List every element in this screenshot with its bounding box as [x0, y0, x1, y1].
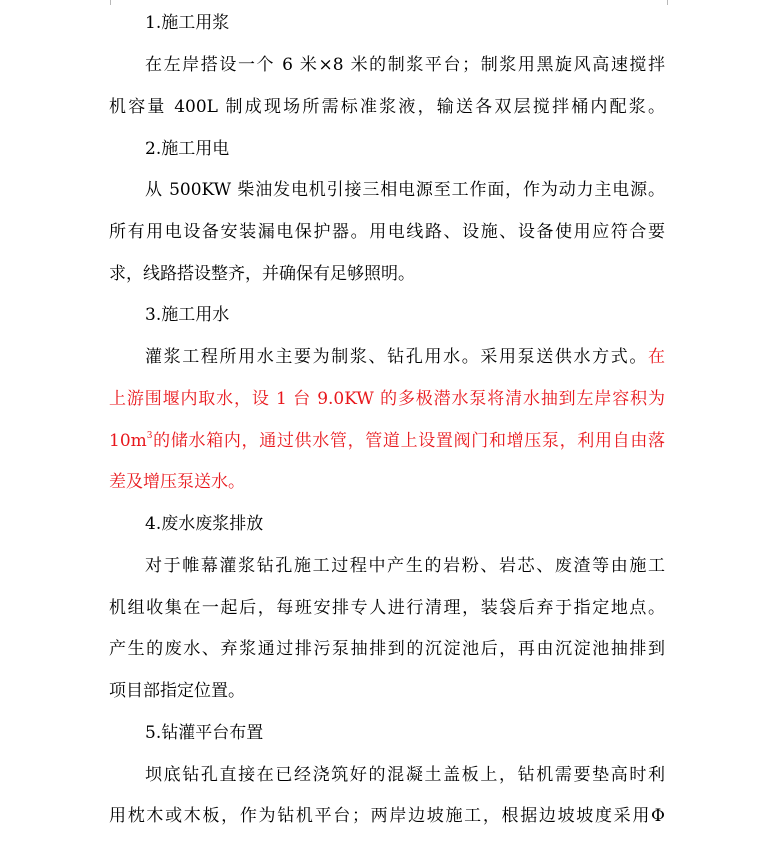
section-5-line-1: 坝底钻孔直接在已经浇筑好的混凝土盖板上，钻机需要垫高时利: [145, 765, 665, 785]
page-corner-mark-left: [88, 0, 111, 5]
section-3-line-1: [145, 344, 665, 370]
section-4-line-3: 产生的废水、弃浆通过排污泵抽排到的沉淀池后，再由沉淀池抽排到: [109, 639, 665, 659]
section-3-volume: 10m: [109, 431, 147, 451]
section-3-heading: 3.施工用水: [145, 305, 230, 325]
section-5-heading: 5.钻灌平台布置: [145, 723, 264, 743]
section-4-line-2: 机组收集在一起后，每班安排专人进行清理，装袋后弃于指定地点。: [109, 598, 665, 618]
section-3-line-3: [109, 428, 665, 454]
section-2-heading: 2.施工用电: [145, 139, 230, 159]
section-1-heading: 1.施工用浆: [145, 13, 230, 33]
section-3-line-4: 差及增压泵送水。: [109, 472, 245, 492]
section-4-line-4: 项目部指定位置。: [109, 681, 245, 701]
section-3-line-1-black: 灌浆工程所用水主要为制浆、钻孔用水。采用泵送供水方式。: [145, 347, 648, 367]
section-2-line-1: 从 500KW 柴油发电机引接三相电源至工作面，作为动力主电源。: [145, 180, 665, 200]
page-corner-mark-right: [667, 0, 690, 5]
section-4-heading: 4.废水废浆排放: [145, 514, 264, 534]
section-2-line-3: 求，线路搭设整齐，并确保有足够照明。: [109, 264, 415, 284]
section-3-volume-superscript: 3: [146, 431, 153, 441]
section-2-line-2: 所有用电设备安装漏电保护器。用电线路、设施、设备使用应符合要: [109, 222, 665, 242]
section-3-line-3-rest: 的储水箱内，通过供水管，管道上设置阀门和增压泵，利用自由落: [152, 431, 665, 451]
section-5-line-2: 用枕木或木板，作为钻机平台；两岸边坡施工，根据边坡坡度采用Φ: [109, 806, 665, 826]
section-4-line-1: 对于帷幕灌浆钻孔施工过程中产生的岩粉、岩芯、废渣等由施工: [145, 556, 665, 576]
section-3-line-1-red: 在: [648, 347, 665, 367]
section-1-line-2: 机容量 400L 制成现场所需标准浆液，输送各双层搅拌桶内配浆。: [109, 97, 665, 117]
section-1-line-1: 在左岸搭设一个 6 米×8 米的制浆平台；制浆用黑旋风高速搅拌: [145, 55, 665, 75]
section-3-line-2: 上游围堰内取水，设 1 台 9.0KW 的多极潜水泵将清水抽到左岸容积为: [109, 389, 665, 409]
